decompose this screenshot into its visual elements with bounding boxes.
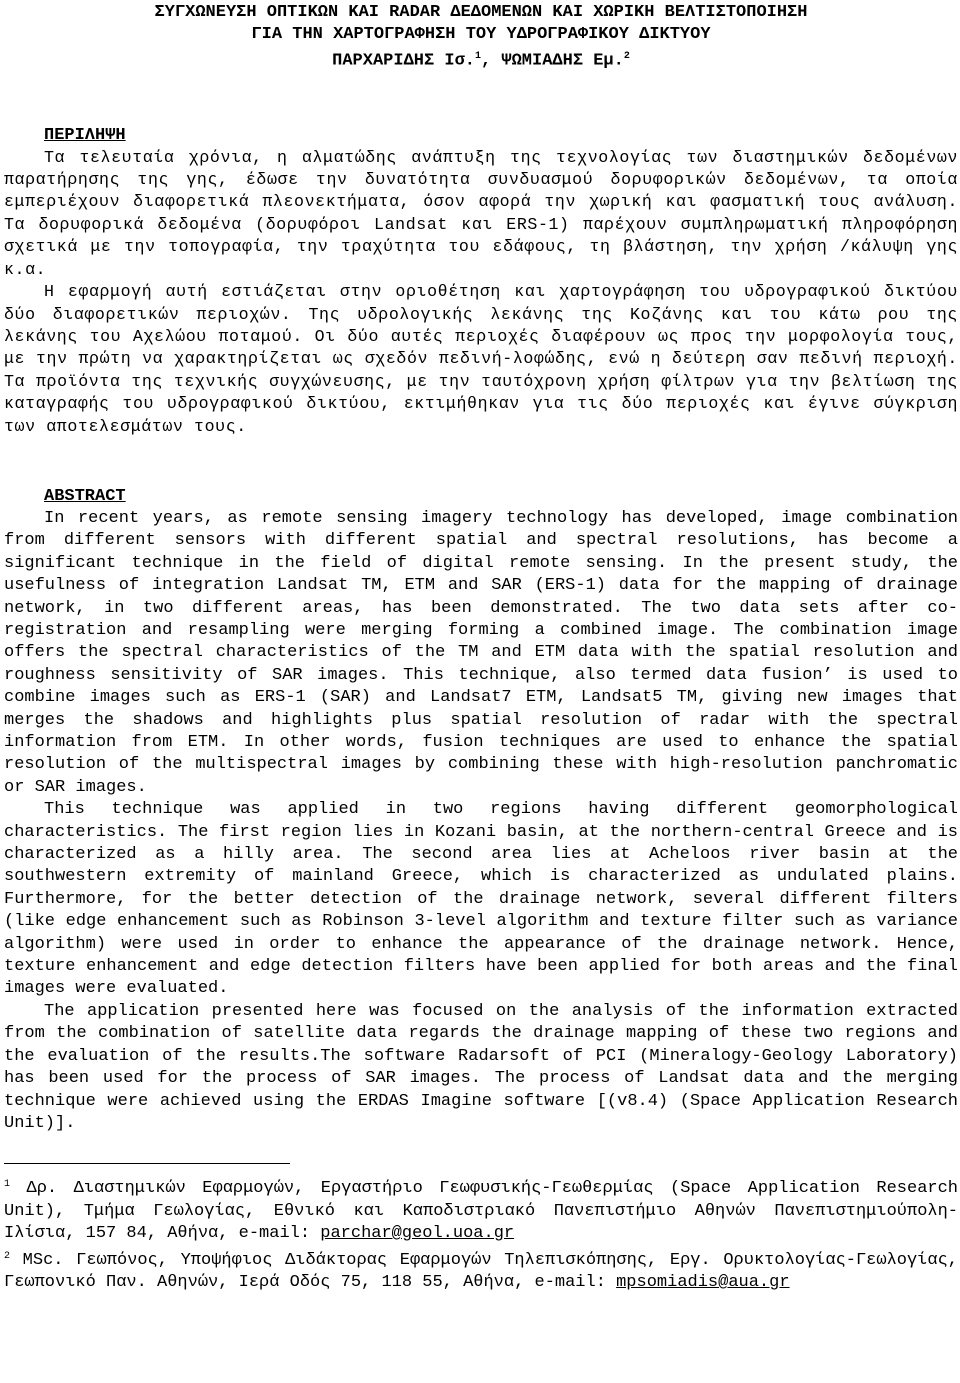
- author-separator: ,: [481, 51, 502, 71]
- paper-title-block: [4, 2, 958, 73]
- paper-title-line-2: ΓΙΑ ΤΗΝ ΧΑΡΤΟΓΡΑΦΗΣΗ ΤΟΥ ΥΔΡΟΓΡΑΦΙΚΟΥ ΔΙΚΤΥΟΥ: [251, 25, 711, 44]
- footnote-1: [4, 1174, 958, 1245]
- paper-title-line-1: ΣΥΓΧΩΝΕΥΣΗ ΟΠΤΙΚΩΝ ΚΑΙ RADAR ΔΕΔΟΜΕΝΩΝ ΚΑΙ ΧΩΡΙΚΗ ΒΕΛΤΙΣΤΟΠΟΙΗΣΗ: [154, 3, 808, 22]
- footnote-divider: [4, 1163, 290, 1164]
- footnote-2-mark: 2: [4, 1250, 11, 1262]
- document-page: [4, 0, 958, 1294]
- footnote-1-text: Δρ. Διαστημικών Εφαρμογών, Εργαστήριο Γεωφυσικής-Γεωθερμίας (Space Application Research Unit), Τμήμα Γεωλογίας, Εθνικό και Καποδιστριακό Πανεπιστήμιο Αθηνών Πανεπιστημιούπολη-Ιλίσια, 157 84, Αθήνα, e-mail:: [4, 1179, 958, 1244]
- authors-line: [4, 46, 958, 73]
- summary-paragraph-1: Τα τελευταία χρόνια, η αλματώδης ανάπτυξη της τεχνολογίας των διαστημικών δεδομένων παρατήρησης της γης, έδωσε την δυνατότητα συνδυασμού δορυφορικών δεδομένων, τα οποία εμπεριέχουν διαφορετικά πλεονεκτήματα, όσον αφορά την χωρική και φασματική τους ανάλυση. Τα δορυφορικά δεδομένα (δορυφόροι Landsat και ERS-1) παρέχουν συμπληρωματική πληροφόρηση σχετικά με την τοπογραφία, την τραχύτητα του εδάφους, τη βλάστηση, την χρήση /κάλυψη γης κ.α.: [4, 147, 958, 279]
- author-1-footnote-mark: 1: [474, 51, 481, 62]
- footnote-2-email-link[interactable]: mpsomiadis@aua.gr: [616, 1272, 790, 1292]
- author-1: ΠΑΡΧΑΡΙΔΗΣ Ισ.: [332, 51, 475, 71]
- abstract-paragraph-1: In recent years, as remote sensing imagery technology has developed, image combination from different sensors with different spatial and spectral resolutions, has become a significant technique in the field of digital remote sensing. In the present study, the usefulness of integration Landsat TM, ETM and SAR (ERS-1) data for the mapping of drainage network, in two different areas, has been demonstrated. The two data sets after co-registration and resampling were merging forming a combined image. The combination image offers the spectral characteristics of the TM and ETM data with the spatial resolution and roughness sensitivity of SAR images. This technique, also termed data fusion’ is used to combine images such as ERS-1 (SAR) and Landsat7 ETM, Landsat5 TM, giving new images that merges the shadows and highlights plus spatial resolution of radar with the spectral information from ETM. In other words, fusion techniques are used to enhance the spatial resolution of the multispectral images by combining these with high-resolution panchromatic or SAR images.: [4, 508, 958, 797]
- footnote-2: [4, 1246, 958, 1295]
- abstract-paragraph-2: This technique was applied in two regions having different geomorphological characteristics. The first region lies in Kozani basin, at the northern-central Greece and is characterized as a hilly area. The second area lies at Acheloos river basin at the southwestern extremity of mainland Greece, which is characterized as undulated plains. Furthermore, for the better detection of the drainage network, several different filters (like edge enhancement such as Robinson 3-level algorithm and texture filter such as variance algorithm) were used in order to enhance the appearance of the drainage network. Hence, texture enhancement and edge detection filters have been applied for both areas and the final images were evaluated.: [4, 800, 958, 999]
- abstract-paragraph-3: The application presented here was focused on the analysis of the information extracted from the combination of satellite data regards the drainage mapping of these two regions and the evaluation of the results.The software Radarsoft of PCI (Mineralogy-Geology Laboratory) has been used for the process of SAR images. The process of Landsat data and the merging technique were achieved using the ERDAS Imagine software [(v8.4) (Space Application Research Unit)].: [4, 1001, 958, 1133]
- author-2: ΨΩΜΙΑΔΗΣ Εμ.: [501, 51, 624, 71]
- footnote-1-mark: 1: [4, 1179, 11, 1191]
- summary-heading: ΠΕΡΙΛΗΨΗ: [44, 125, 126, 145]
- abstract-heading: ABSTRACT: [44, 486, 126, 506]
- footnote-1-email-link[interactable]: parchar@geol.uoa.gr: [320, 1224, 515, 1244]
- summary-paragraph-2: Η εφαρμογή αυτή εστιάζεται στην οριοθέτηση και χαρτογράφηση του υδρογραφικού δικτύου δύο διαφορετικών περιοχών. Της υδρολογικής λεκάνης της Κοζάνης και του κάτω ρου της λεκάνης του Αχελώου ποταμού. Οι δύο αυτές περιοχές διαφέρουν ως προς την μορφολογία τους, με την πρώτη να χαρακτηρίζεται ως σχεδόν πεδινή-λοφώδης, ενώ η δεύτερη σαν πεδινή περιοχή. Τα προϊόντα της τεχνικής συγχώνευσης, με την ταυτόχρονη χρήση φίλτρων για την βελτίωση της καταγραφής του υδρογραφικού δικτύου, εκτιμήθηκαν για τις δύο περιοχές και έγινε σύγκριση των αποτελεσμάτων τους.: [4, 282, 958, 436]
- author-2-footnote-mark: 2: [623, 51, 630, 62]
- footnote-2-text: MSc. Γεωπόνος, Υποψήφιος Διδάκτορας Εφαρμογών Τηλεπισκόπησης, Εργ. Ορυκτολογίας-Γεωλογίας, Γεωπονικό Παν. Αθηνών, Ιερά Οδός 75, 118 55, Αθήνα, e-mail:: [4, 1250, 958, 1292]
